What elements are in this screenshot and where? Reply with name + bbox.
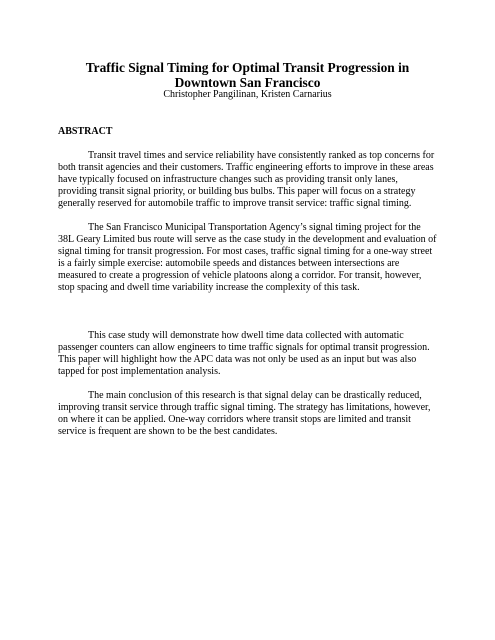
abstract-paragraph-2: The San Francisco Municipal Transportation Agency’s signal timing project for the 38L Geary Limited bus route will serve as the case study in the development and evaluation of signal timing for transit progression. For most cases, traffic signal timing for a one-way street is a fairly simple exercise: automobile speeds and distances between intersections are measured to create a progression of vehicle platoons along a corridor. For transit, however, stop spacing and dwell time variability increase the complexity of this task. [58,222,437,293]
paper-title-line-1: Traffic Signal Timing for Optimal Transit Progression in [85,60,410,75]
abstract-paragraph-3: This case study will demonstrate how dwell time data collected with automatic passenger counters can allow engineers to time traffic signals for optimal transit progression. This paper will highlight how the APC data was not only be used as an input but was also tapped for post implementation analysis. [58,330,430,377]
paper-authors: Christopher Pangilinan, Kristen Carnarius [163,89,332,100]
abstract-paragraph-4: The main conclusion of this research is that signal delay can be drastically reduced, improving transit service through traffic signal timing. The strategy has limitations, however, on where it can be applied. One-way corridors where transit stops are limited and transit service is frequent are shown to be the best candidates. [58,390,431,437]
paper-title [60,60,435,90]
paper-title-line-2: Downtown San Francisco [174,75,321,90]
abstract-heading: ABSTRACT [58,126,113,137]
abstract-paragraph-1: Transit travel times and service reliability have consistently ranked as top concerns for both transit agencies and their customers. Traffic engineering efforts to improve in these areas have typically focused on infrastructure changes such as providing transit only lanes, providing transit signal priority, or building bus bulbs. This paper will focus on a strategy generally reserved for automobile traffic to improve transit service: traffic signal timing. [58,150,435,209]
